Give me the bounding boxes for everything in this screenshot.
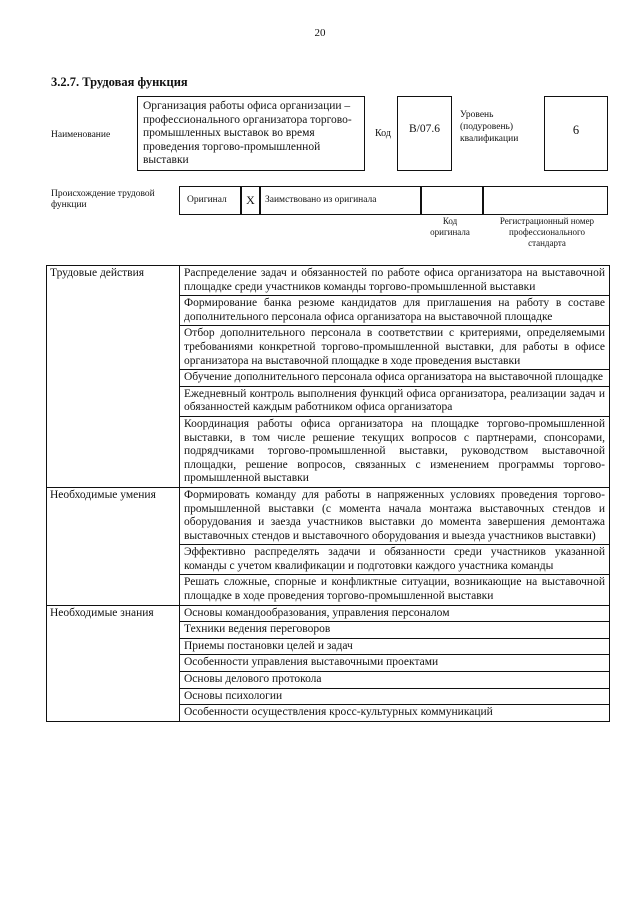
list-item: Техники ведения переговоров: [180, 622, 610, 639]
list-item: Отбор дополнительного персонала в соответствии с критериями, определяемыми требованиями конкретной торгово-промышленной выставки, для работы в офисе организатора на выставочной площадке в ходе проведения выставки: [180, 326, 610, 370]
function-name-box: [137, 96, 365, 171]
table-row: [47, 605, 610, 622]
caption-line: профессионального: [509, 227, 585, 237]
origin-mark: X: [246, 193, 255, 207]
origin-label-line: функции: [51, 200, 87, 210]
origin-label-line: Происхождение трудовой: [51, 189, 155, 199]
level-label: [460, 109, 518, 145]
level-label-line: Уровень: [460, 110, 494, 120]
origin-mark-cell: [241, 186, 260, 215]
function-name: Организация работы офиса организации – профессионального организатора торгово-промышленных выставок во время проведения торгово-промышленной выставки: [143, 100, 352, 167]
level-box: [544, 96, 608, 171]
reg-number-caption: [483, 216, 611, 249]
list-item: Приемы постановки целей и задач: [180, 638, 610, 655]
section-title-skills: Необходимые умения: [47, 487, 180, 605]
list-item: Распределение задач и обязанностей по работе офиса организатора на выставочной площадке среди участников команды торгово-промышленной выставки: [180, 266, 610, 296]
name-label: Наименование: [51, 130, 111, 140]
list-item: Основы делового протокола: [180, 672, 610, 689]
list-item: Особенности управления выставочными проектами: [180, 655, 610, 672]
code-original-caption: [415, 216, 485, 238]
origin-code-cell: [421, 186, 483, 215]
list-item: Формирование банка резюме кандидатов для приглашения на работу в составе дополнительного персонала офиса организатора на выставочной площадке: [180, 296, 610, 326]
section-title-knowledge: Необходимые знания: [47, 605, 180, 721]
origin-original-cell: [179, 186, 241, 215]
page-number: 20: [314, 27, 326, 39]
list-item: Решать сложные, спорные и конфликтные ситуации, возникающие на выставочной площадке в ходе проведения торгово-промышленной выставки: [180, 575, 610, 605]
list-item: Ежедневный контроль выполнения функций офиса организатора, реализации задач и обязанностей каждым работником офиса организатора: [180, 386, 610, 416]
list-item: Эффективно распределять задачи и обязанности среди участников указанной команды с учетом квалификации и подготовки каждого участника команды: [180, 545, 610, 575]
caption-line: оригинала: [430, 227, 470, 237]
list-item: Основы командообразования, управления персоналом: [180, 605, 610, 622]
origin-label: [51, 189, 155, 211]
code-box: [397, 96, 452, 171]
origin-reg-cell: [483, 186, 608, 215]
origin-borrowed-cell: [260, 186, 421, 215]
caption-line: стандарта: [528, 238, 566, 248]
code-label: Код: [375, 128, 391, 139]
list-item: Координация работы офиса организатора на площадке торгово-промышленной выставки, в том числе решение текущих вопросов с партнерами, спонсорами, подрядчиками торгово-промышленной выставки, руководством выставочной площадки, решение вопросов, связанных с изменением программы торгово-промышленной выставки: [180, 416, 610, 487]
code-value: B/07.6: [409, 123, 440, 135]
list-item: Основы психологии: [180, 688, 610, 705]
caption-line: Код: [442, 216, 458, 226]
level-label-line: (подуровень): [460, 122, 514, 132]
origin-borrowed: Заимствовано из оригинала: [265, 195, 377, 205]
level-value: 6: [572, 123, 580, 137]
list-item: Особенности осуществления кросс-культурных коммуникаций: [180, 705, 610, 722]
list-item: Формировать команду для работы в напряженных условиях проведения торгово-промышленной выставки (с момента начала монтажа выставочных стендов и оборудования и заезда участников выставки до момента завершения демонтажа выставочных стендов и выставочного оборудования и выезда участников выставки): [180, 487, 610, 544]
section-title-actions: Трудовые действия: [47, 266, 180, 488]
caption-line: Регистрационный номер: [499, 216, 595, 226]
function-details-table: [46, 265, 610, 722]
table-row: [47, 266, 610, 296]
list-item: Обучение дополнительного персонала офиса организатора на выставочной площадке: [180, 370, 610, 387]
section-title: 3.2.7. Трудовая функция: [51, 75, 188, 89]
level-label-line: квалификации: [460, 134, 519, 144]
origin-original: Оригинал: [187, 195, 227, 205]
table-row: [47, 487, 610, 544]
